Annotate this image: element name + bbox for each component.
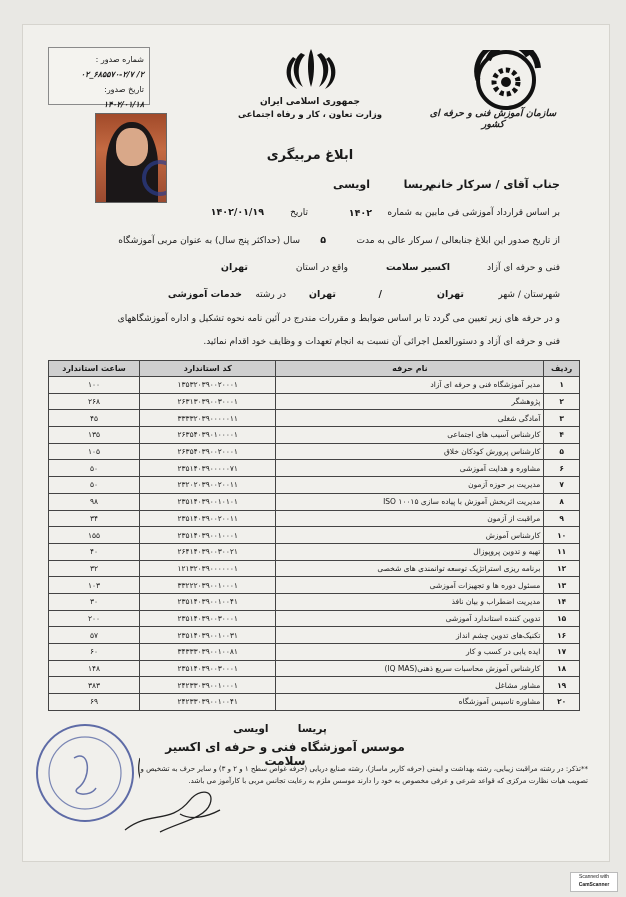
row-number: ۸ bbox=[544, 493, 580, 510]
standard-hours: ۴۰ bbox=[49, 543, 140, 560]
issue-number-label: شماره صدور : bbox=[95, 55, 144, 64]
row-number: ۹ bbox=[544, 510, 580, 527]
profession-name: مدیریت بر حوزه آزمون bbox=[276, 477, 544, 494]
standard-hours: ۱۵۵ bbox=[49, 527, 140, 544]
standard-hours: ۱۴۸ bbox=[49, 660, 140, 677]
standard-hours: ۳۴ bbox=[49, 510, 140, 527]
row-number: ۱۸ bbox=[544, 660, 580, 677]
table-row bbox=[49, 460, 580, 477]
standard-hours: ۶۰ bbox=[49, 644, 140, 661]
profession-name: تکنیک‌های تدوین چشم انداز bbox=[276, 627, 544, 644]
handwritten-signature-icon bbox=[120, 770, 230, 840]
city-separator: / bbox=[378, 289, 382, 300]
photo-face bbox=[116, 128, 148, 166]
profession-name: آمادگی شغلی bbox=[276, 410, 544, 427]
standard-hours: ۵۰ bbox=[49, 477, 140, 494]
institute-type: فنی و حرفه ای آزاد bbox=[487, 263, 560, 273]
standard-hours: ۳۰ bbox=[49, 593, 140, 610]
tvto-logo-icon bbox=[468, 50, 548, 110]
standard-code: ۲۳۵۱۴۰۳۹۰۰۱۰۰۴۱ bbox=[140, 593, 276, 610]
table-row bbox=[49, 577, 580, 594]
body-line-6: فنی و حرفه ای آزاد و دستورالعمل اجرائی آن نسبت به انجام تعهدات و وظایف خود اقدام نمائید. bbox=[203, 337, 560, 347]
standard-hours: ۵۷ bbox=[49, 627, 140, 644]
table-row bbox=[49, 610, 580, 627]
standard-code: ۱۳۵۳۲۰۳۹۰۰۲۰۰۰۱ bbox=[140, 377, 276, 394]
row-number: ۱۷ bbox=[544, 644, 580, 661]
standard-code: ۲۳۵۱۴۰۳۹۰۰۳۰۰۰۱ bbox=[140, 660, 276, 677]
profession-name: تدوین کننده استاندارد آموزشی bbox=[276, 610, 544, 627]
table-row bbox=[49, 410, 580, 427]
row-number: ۶ bbox=[544, 460, 580, 477]
row-number: ۱۰ bbox=[544, 527, 580, 544]
footnote: **تذکر: در رشته مراقبت زیبایی، رشته بهداشت و ایمنی (حرفه کاربر ماساژ)، رشته صنایع دریایی (حرفه غواص سطح ۱ و ۲ و ۳) و سایر حرف به تشخیص و تصویب هیات نظارت مرکزی که قواعد شرعی و عرفی مخصوص به خود را دارند موسس ملزم به رعایت تجانس مربی با کارآموز می باشد. bbox=[140, 765, 588, 785]
profession-name: مراقبت از آزمون bbox=[276, 510, 544, 527]
profession-name: کارشناس آسیب های اجتماعی bbox=[276, 427, 544, 444]
iran-emblem-icon bbox=[283, 45, 339, 91]
standard-code: ۲۶۴۱۴۰۳۹۰۰۳۰۰۲۱ bbox=[140, 543, 276, 560]
professions-table bbox=[48, 360, 580, 711]
duration-line-suffix: سال (حداکثر پنج سال) به عنوان مربی آموزشگاه bbox=[118, 236, 300, 246]
standard-hours: ۲۶۸ bbox=[49, 393, 140, 410]
table-row bbox=[49, 560, 580, 577]
row-number: ۳ bbox=[544, 410, 580, 427]
table-row bbox=[49, 543, 580, 560]
profession-name: مشاوره و هدایت آموزشی bbox=[276, 460, 544, 477]
table-row bbox=[49, 644, 580, 661]
signature-last-name: اویسی bbox=[233, 723, 269, 735]
row-number: ۷ bbox=[544, 477, 580, 494]
field: خدمات آموزشی bbox=[167, 289, 242, 300]
row-number: ۱۱ bbox=[544, 543, 580, 560]
contract-date-label: تاریخ bbox=[290, 208, 308, 218]
table-row bbox=[49, 677, 580, 694]
duration-line-prefix: از تاریخ صدور این ابلاغ جنابعالی / سرکار عالی به مدت bbox=[356, 236, 560, 246]
signature-institute-line: موسس آموزشگاه فنی و حرفه ای اکسیر سلامت bbox=[165, 740, 405, 768]
header-standard-hours: ساعت استاندارد bbox=[49, 361, 140, 377]
row-number: ۱۴ bbox=[544, 593, 580, 610]
contract-line-prefix: بر اساس قرارداد آموزشی فی مابین به شماره bbox=[387, 208, 560, 218]
standard-code: ۳۳۳۳۲۰۳۹۰۰۰۰۰۱۱ bbox=[140, 410, 276, 427]
table-row bbox=[49, 694, 580, 711]
table-row bbox=[49, 660, 580, 677]
standard-hours: ۵۰ bbox=[49, 460, 140, 477]
table-row bbox=[49, 510, 580, 527]
city-label: شهرستان / شهر bbox=[498, 290, 560, 300]
standard-hours: ۲۰۰ bbox=[49, 610, 140, 627]
standard-hours: ۱۳۵ bbox=[49, 427, 140, 444]
table-row bbox=[49, 427, 580, 444]
duration-years: ۵ bbox=[320, 235, 326, 246]
standard-hours: ۱۰۳ bbox=[49, 577, 140, 594]
standard-code: ۳۴۳۳۳۰۳۹۰۰۱۰۰۸۱ bbox=[140, 644, 276, 661]
header-profession-name: نام حرفه bbox=[276, 361, 544, 377]
row-number: ۵ bbox=[544, 443, 580, 460]
row-number: ۱۳ bbox=[544, 577, 580, 594]
contract-number: ۱۴۰۲ bbox=[348, 208, 372, 219]
row-number: ۱۵ bbox=[544, 610, 580, 627]
profession-name: کارشناس آموزش bbox=[276, 527, 544, 544]
gov-line-1: جمهوری اسلامی ایران bbox=[259, 97, 361, 107]
standard-code: ۳۳۲۲۲۰۳۹۰۰۱۰۰۰۱ bbox=[140, 577, 276, 594]
row-number: ۲ bbox=[544, 393, 580, 410]
profession-name: پژوهشگر bbox=[276, 393, 544, 410]
standard-code: ۲۳۵۱۴۰۳۹۰۰۲۰۰۱۱ bbox=[140, 510, 276, 527]
standard-hours: ۱۰۵ bbox=[49, 443, 140, 460]
first-name: پریسا bbox=[403, 178, 434, 191]
profession-name: مدیریت اثربخش آموزش با پیاده سازی ISO ۱۰۰۱۵ bbox=[276, 493, 544, 510]
issue-number-value: ۲/ ۶۸۵۵۷۰-۲/۷_۰۲ bbox=[80, 70, 144, 79]
signature-first-name: پریسا bbox=[297, 723, 327, 735]
standard-code: ۲۳۵۱۴۰۳۹۰۰۱۰۰۳۱ bbox=[140, 627, 276, 644]
table-row bbox=[49, 477, 580, 494]
table-header-row bbox=[49, 361, 580, 377]
org-name: سازمان آموزش فنی و حرفه ای کشور bbox=[429, 108, 557, 130]
page-title: ابلاغ مربیگری bbox=[266, 148, 354, 163]
standard-code: ۲۶۳۵۴۰۳۹۰۱۰۰۰۰۱ bbox=[140, 427, 276, 444]
standard-code: ۲۳۵۱۴۰۳۹۰۰۱۰۱۰۱ bbox=[140, 493, 276, 510]
scanner-line-1: Scanned with bbox=[578, 874, 610, 880]
camscanner-badge bbox=[570, 872, 618, 892]
row-number: ۴ bbox=[544, 427, 580, 444]
standard-code: ۲۳۵۱۴۰۳۹۰۰۰۰۰۷۱ bbox=[140, 460, 276, 477]
scanner-line-2: CamScanner bbox=[578, 882, 610, 888]
table-row bbox=[49, 493, 580, 510]
salutation: جناب آقای / سرکار خانم bbox=[428, 178, 560, 191]
profession-name: برنامه ریزی استراتژیک توسعه توانمندی های شخصی bbox=[276, 560, 544, 577]
profession-name: کارشناس آموزش محاسبات سریع ذهنی(IQ MAS) bbox=[276, 660, 544, 677]
last-name: اویسی bbox=[332, 178, 370, 191]
province: تهران bbox=[220, 262, 248, 273]
field-label: در رشته bbox=[255, 290, 286, 300]
standard-hours: ۳۲ bbox=[49, 560, 140, 577]
profession-name: مسئول دوره ها و تجهیزات آموزشی bbox=[276, 577, 544, 594]
profession-name: ایده یابی در کسب و کار bbox=[276, 644, 544, 661]
county: تهران bbox=[436, 289, 464, 300]
body-line-5: و در حرفه های زیر تعیین می گردد تا بر اساس ضوابط و مقررات مندرج در آئین نامه نحوه تشکیل و اداره آموزشگاههای bbox=[117, 314, 560, 324]
row-number: ۱۲ bbox=[544, 560, 580, 577]
signature-name bbox=[165, 723, 395, 735]
standard-hours: ۳۸۳ bbox=[49, 677, 140, 694]
standard-code: ۲۶۳۵۴۰۳۹۰۰۲۰۰۰۱ bbox=[140, 443, 276, 460]
profession-name: مدیریت اضطراب و بیان نافذ bbox=[276, 593, 544, 610]
standard-hours: ۶۹ bbox=[49, 694, 140, 711]
row-number: ۱۶ bbox=[544, 627, 580, 644]
standard-hours: ۴۵ bbox=[49, 410, 140, 427]
standard-code: ۲۶۳۱۳۰۳۹۰۰۳۰۰۰۱ bbox=[140, 393, 276, 410]
table-row bbox=[49, 377, 580, 394]
table-row bbox=[49, 593, 580, 610]
header-row-number: ردیف bbox=[544, 361, 580, 377]
standard-code: ۲۳۲۰۲۰۳۹۰۰۲۰۰۱۱ bbox=[140, 477, 276, 494]
issue-date-value: ۱۴۰۲/۰۱/۱۸ bbox=[103, 100, 144, 109]
issue-date-label: تاریخ صدور: bbox=[104, 85, 144, 94]
standard-code: ۲۴۲۳۳۰۳۹۰۰۱۰۰۴۱ bbox=[140, 694, 276, 711]
city: تهران bbox=[308, 289, 336, 300]
profession-name: کارشناس پرورش کودکان خلاق bbox=[276, 443, 544, 460]
profession-name: مشاور مشاغل bbox=[276, 677, 544, 694]
row-number: ۱ bbox=[544, 377, 580, 394]
standard-code: ۲۳۵۱۴۰۳۹۰۰۳۰۰۰۱ bbox=[140, 610, 276, 627]
standard-code: ۱۲۱۳۲۰۳۹۰۰۰۰۰۰۱ bbox=[140, 560, 276, 577]
personnel-photo bbox=[95, 113, 167, 203]
header-standard-code: کد استاندارد bbox=[140, 361, 276, 377]
row-number: ۱۹ bbox=[544, 677, 580, 694]
profession-name: مشاوره تاسیس آموزشگاه bbox=[276, 694, 544, 711]
table-row bbox=[49, 443, 580, 460]
table-row bbox=[49, 393, 580, 410]
standard-code: ۲۳۵۱۴۰۳۹۰۰۱۰۰۰۱ bbox=[140, 527, 276, 544]
table-row bbox=[49, 527, 580, 544]
institute-name: اکسیر سلامت bbox=[385, 262, 450, 273]
standard-hours: ۹۸ bbox=[49, 493, 140, 510]
profession-name: تهیه و تدوین پروپوزال bbox=[276, 543, 544, 560]
standard-hours: ۱۰۰ bbox=[49, 377, 140, 394]
gov-line-2: وزارت تعاون ، کار و رفاه اجتماعی bbox=[237, 110, 382, 120]
table-row bbox=[49, 627, 580, 644]
standard-code: ۲۴۲۳۳۰۳۹۰۰۱۰۰۰۱ bbox=[140, 677, 276, 694]
contract-date: ۱۴۰۲/۰۱/۱۹ bbox=[210, 207, 264, 218]
profession-name: مدیر آموزشگاه فنی و حرفه ای آزاد bbox=[276, 377, 544, 394]
province-label: واقع در استان bbox=[295, 263, 348, 273]
row-number: ۲۰ bbox=[544, 694, 580, 711]
issue-reference-box bbox=[48, 47, 150, 109]
